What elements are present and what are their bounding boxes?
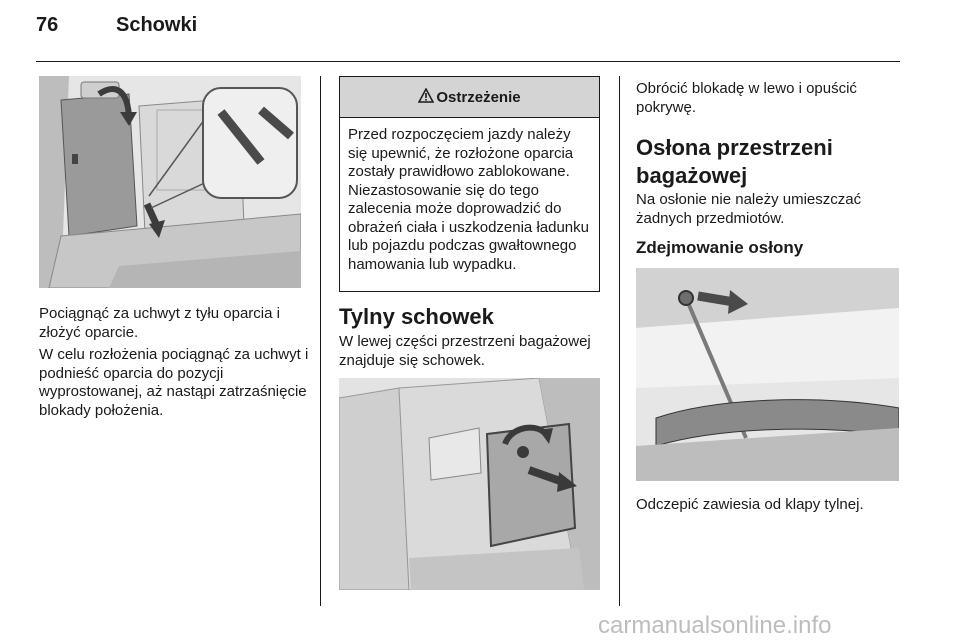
warning-text: Przed rozpoczęciem jazdy należy się upewnić, że rozłożone oparcia zostały prawidłowo zablokowane. Niezastosowanie się do tego zalecenia może doprowadzić do obrażeń ciała i uszkodzenia ładunku lub pojazdu podczas gwałtownego hamowania lub wypadku. [348, 126, 589, 273]
column-divider-left [320, 76, 321, 606]
lock-instruction-text: Obrócić blokadę w lewo i opuścić pokrywę. [636, 80, 857, 116]
warning-title: Ostrzeżenie [436, 88, 521, 106]
figure-caption-detach-straps: Odczepić zawiesia od klapy tylnej. [636, 496, 864, 513]
page-title: Schowki [116, 14, 198, 36]
instruction-paragraph-1: Pociągnąć za uchwyt z tyłu oparcia i złożyć oparcie. [39, 305, 280, 341]
seat-folding-illustration [39, 76, 301, 288]
rear-storage-text: W lewej części przestrzeni bagażowej znajduje się schowek. [339, 333, 591, 369]
section-heading-luggage-cover: Osłona przestrzeni bagażowej [636, 135, 833, 188]
luggage-cover-text: Na osłonie nie należy umieszczać żadnych przedmiotów. [636, 191, 862, 227]
column-divider-right [619, 76, 620, 606]
tailgate-cover-illustration [636, 268, 899, 481]
warning-header [340, 77, 599, 118]
storage-compartment-illustration [339, 378, 600, 590]
subheading-remove-cover: Zdejmowanie osłony [636, 238, 804, 257]
warning-box [339, 76, 600, 292]
watermark: carmanualsonline.info [598, 612, 832, 639]
section-heading-rear-storage: Tylny schowek [339, 304, 494, 329]
header-divider [36, 61, 900, 62]
instruction-paragraph-2: W celu rozłożenia pociągnąć za uchwyt i podnieść oparcia do pozycji wyprostowanej, aż nastąpi zatrzaśnięcie blokady położenia. [39, 346, 309, 419]
page-number: 76 [36, 14, 59, 36]
warning-triangle-icon [418, 88, 434, 107]
